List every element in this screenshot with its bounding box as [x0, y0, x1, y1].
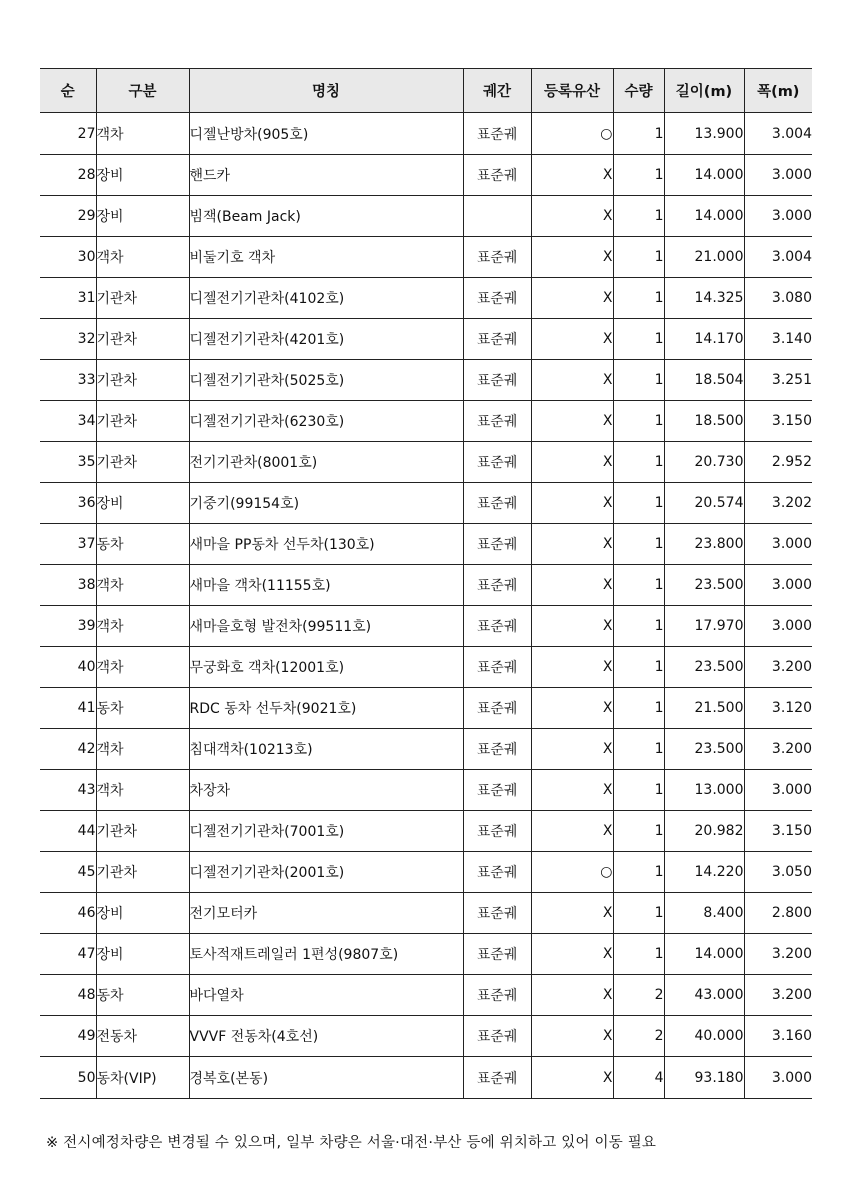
- cell-registered-heritage: X: [531, 934, 613, 975]
- cell-name: 토사적재트레일러 1편성(9807호): [189, 934, 463, 975]
- cell-gauge: 표준궤: [463, 401, 531, 442]
- cell-registered-heritage: X: [531, 237, 613, 278]
- cell-quantity: 1: [613, 524, 664, 565]
- cell-registered-heritage: X: [531, 647, 613, 688]
- cell-width: 3.000: [744, 524, 812, 565]
- cell-name: 핸드카: [189, 155, 463, 196]
- cell-gauge: 표준궤: [463, 155, 531, 196]
- cell-name: 디젤전기기관차(5025호): [189, 360, 463, 401]
- cell-name: 침대객차(10213호): [189, 729, 463, 770]
- header-width: 폭(m): [744, 69, 812, 113]
- cell-quantity: 1: [613, 606, 664, 647]
- cell-no: 31: [40, 278, 96, 319]
- cell-quantity: 1: [613, 442, 664, 483]
- cell-length: 23.500: [664, 565, 744, 606]
- cell-registered-heritage: X: [531, 565, 613, 606]
- cell-gauge: 표준궤: [463, 442, 531, 483]
- cell-width: 3.202: [744, 483, 812, 524]
- cell-quantity: 1: [613, 319, 664, 360]
- cell-no: 44: [40, 811, 96, 852]
- header-category: 구분: [96, 69, 189, 113]
- cell-length: 43.000: [664, 975, 744, 1016]
- cell-category: 기관차: [96, 442, 189, 483]
- cell-quantity: 1: [613, 483, 664, 524]
- cell-width: 3.000: [744, 606, 812, 647]
- cell-registered-heritage: ○: [531, 852, 613, 893]
- cell-category: 기관차: [96, 401, 189, 442]
- cell-no: 45: [40, 852, 96, 893]
- table-row: [40, 483, 812, 524]
- header-registered-heritage: 등록유산: [531, 69, 613, 113]
- cell-no: 30: [40, 237, 96, 278]
- table-row: [40, 401, 812, 442]
- cell-width: 3.150: [744, 811, 812, 852]
- cell-no: 28: [40, 155, 96, 196]
- cell-gauge: 표준궤: [463, 811, 531, 852]
- cell-gauge: 표준궤: [463, 1016, 531, 1057]
- cell-width: 3.140: [744, 319, 812, 360]
- cell-quantity: 2: [613, 975, 664, 1016]
- cell-no: 38: [40, 565, 96, 606]
- cell-quantity: 1: [613, 401, 664, 442]
- cell-quantity: 4: [613, 1057, 664, 1099]
- cell-length: 13.900: [664, 113, 744, 155]
- table-row: [40, 1057, 812, 1099]
- cell-registered-heritage: X: [531, 155, 613, 196]
- cell-category: 기관차: [96, 811, 189, 852]
- cell-registered-heritage: X: [531, 729, 613, 770]
- vehicle-table: [40, 68, 812, 1099]
- cell-registered-heritage: X: [531, 401, 613, 442]
- cell-no: 48: [40, 975, 96, 1016]
- cell-no: 37: [40, 524, 96, 565]
- cell-name: 디젤전기기관차(6230호): [189, 401, 463, 442]
- cell-width: 2.800: [744, 893, 812, 934]
- cell-no: 46: [40, 893, 96, 934]
- cell-width: 3.000: [744, 565, 812, 606]
- cell-name: 기중기(99154호): [189, 483, 463, 524]
- cell-name: 새마을호형 발전차(99511호): [189, 606, 463, 647]
- table-row: [40, 319, 812, 360]
- header-no: 순: [40, 69, 96, 113]
- cell-registered-heritage: X: [531, 360, 613, 401]
- table-row: [40, 196, 812, 237]
- cell-length: 18.500: [664, 401, 744, 442]
- cell-no: 43: [40, 770, 96, 811]
- cell-name: 차장차: [189, 770, 463, 811]
- header-row: [40, 69, 812, 113]
- cell-name: 디젤전기기관차(2001호): [189, 852, 463, 893]
- cell-quantity: 1: [613, 770, 664, 811]
- cell-quantity: 1: [613, 565, 664, 606]
- header-name: 명칭: [189, 69, 463, 113]
- cell-width: 3.200: [744, 647, 812, 688]
- cell-width: 2.952: [744, 442, 812, 483]
- cell-gauge: 표준궤: [463, 647, 531, 688]
- cell-quantity: 2: [613, 1016, 664, 1057]
- cell-registered-heritage: X: [531, 278, 613, 319]
- cell-length: 14.325: [664, 278, 744, 319]
- cell-width: 3.080: [744, 278, 812, 319]
- header-length: 길이(m): [664, 69, 744, 113]
- table-row: [40, 688, 812, 729]
- cell-width: 3.000: [744, 770, 812, 811]
- cell-registered-heritage: ○: [531, 113, 613, 155]
- cell-width: 3.004: [744, 113, 812, 155]
- cell-no: 42: [40, 729, 96, 770]
- cell-width: 3.120: [744, 688, 812, 729]
- cell-length: 18.504: [664, 360, 744, 401]
- cell-no: 32: [40, 319, 96, 360]
- table-row: [40, 893, 812, 934]
- cell-category: 기관차: [96, 360, 189, 401]
- cell-gauge: 표준궤: [463, 688, 531, 729]
- cell-gauge: 표준궤: [463, 770, 531, 811]
- cell-width: 3.200: [744, 729, 812, 770]
- table-row: [40, 1016, 812, 1057]
- cell-category: 동차(VIP): [96, 1057, 189, 1099]
- cell-registered-heritage: X: [531, 1057, 613, 1099]
- cell-name: 비둘기호 객차: [189, 237, 463, 278]
- cell-quantity: 1: [613, 934, 664, 975]
- cell-category: 객차: [96, 729, 189, 770]
- table-row: [40, 360, 812, 401]
- cell-category: 장비: [96, 934, 189, 975]
- cell-no: 49: [40, 1016, 96, 1057]
- cell-length: 40.000: [664, 1016, 744, 1057]
- cell-width: 3.000: [744, 196, 812, 237]
- cell-name: VVVF 전동차(4호선): [189, 1016, 463, 1057]
- cell-width: 3.000: [744, 155, 812, 196]
- table-row: [40, 975, 812, 1016]
- cell-length: 14.000: [664, 155, 744, 196]
- cell-no: 39: [40, 606, 96, 647]
- cell-registered-heritage: X: [531, 319, 613, 360]
- table-row: [40, 729, 812, 770]
- cell-length: 21.000: [664, 237, 744, 278]
- table-row: [40, 770, 812, 811]
- cell-registered-heritage: X: [531, 688, 613, 729]
- cell-gauge: 표준궤: [463, 360, 531, 401]
- cell-category: 전동차: [96, 1016, 189, 1057]
- cell-quantity: 1: [613, 196, 664, 237]
- cell-category: 장비: [96, 155, 189, 196]
- cell-width: 3.251: [744, 360, 812, 401]
- table-row: [40, 113, 812, 155]
- cell-name: 바다열차: [189, 975, 463, 1016]
- cell-no: 40: [40, 647, 96, 688]
- cell-width: 3.050: [744, 852, 812, 893]
- cell-category: 기관차: [96, 278, 189, 319]
- cell-registered-heritage: X: [531, 811, 613, 852]
- cell-name: 전기모터카: [189, 893, 463, 934]
- cell-registered-heritage: X: [531, 483, 613, 524]
- cell-length: 13.000: [664, 770, 744, 811]
- cell-quantity: 1: [613, 113, 664, 155]
- cell-registered-heritage: X: [531, 975, 613, 1016]
- cell-quantity: 1: [613, 729, 664, 770]
- cell-category: 기관차: [96, 319, 189, 360]
- cell-category: 장비: [96, 893, 189, 934]
- table-body: [40, 113, 812, 1099]
- table-row: [40, 934, 812, 975]
- cell-name: 빔잭(Beam Jack): [189, 196, 463, 237]
- cell-gauge: 표준궤: [463, 852, 531, 893]
- cell-registered-heritage: X: [531, 893, 613, 934]
- cell-length: 8.400: [664, 893, 744, 934]
- cell-width: 3.004: [744, 237, 812, 278]
- cell-length: 14.000: [664, 196, 744, 237]
- table-row: [40, 155, 812, 196]
- table-row: [40, 524, 812, 565]
- cell-length: 21.500: [664, 688, 744, 729]
- cell-quantity: 1: [613, 811, 664, 852]
- cell-name: 디젤전기기관차(4201호): [189, 319, 463, 360]
- cell-registered-heritage: X: [531, 606, 613, 647]
- cell-registered-heritage: X: [531, 442, 613, 483]
- cell-width: 3.000: [744, 1057, 812, 1099]
- cell-width: 3.200: [744, 934, 812, 975]
- cell-quantity: 1: [613, 360, 664, 401]
- cell-no: 33: [40, 360, 96, 401]
- cell-length: 23.500: [664, 647, 744, 688]
- cell-name: 무궁화호 객차(12001호): [189, 647, 463, 688]
- cell-length: 17.970: [664, 606, 744, 647]
- cell-name: 전기기관차(8001호): [189, 442, 463, 483]
- cell-length: 14.170: [664, 319, 744, 360]
- cell-registered-heritage: X: [531, 524, 613, 565]
- cell-length: 23.800: [664, 524, 744, 565]
- cell-gauge: 표준궤: [463, 606, 531, 647]
- cell-name: 경복호(본동): [189, 1057, 463, 1099]
- cell-no: 50: [40, 1057, 96, 1099]
- cell-no: 29: [40, 196, 96, 237]
- cell-gauge: 표준궤: [463, 113, 531, 155]
- cell-gauge: [463, 196, 531, 237]
- cell-category: 동차: [96, 975, 189, 1016]
- cell-no: 41: [40, 688, 96, 729]
- cell-category: 동차: [96, 524, 189, 565]
- cell-quantity: 1: [613, 647, 664, 688]
- cell-quantity: 1: [613, 155, 664, 196]
- cell-length: 23.500: [664, 729, 744, 770]
- table-row: [40, 237, 812, 278]
- table-row: [40, 278, 812, 319]
- cell-length: 14.220: [664, 852, 744, 893]
- cell-registered-heritage: X: [531, 196, 613, 237]
- cell-quantity: 1: [613, 852, 664, 893]
- cell-length: 20.730: [664, 442, 744, 483]
- cell-name: 디젤난방차(905호): [189, 113, 463, 155]
- cell-gauge: 표준궤: [463, 729, 531, 770]
- header-gauge: 궤간: [463, 69, 531, 113]
- cell-category: 객차: [96, 113, 189, 155]
- cell-gauge: 표준궤: [463, 565, 531, 606]
- cell-length: 20.574: [664, 483, 744, 524]
- cell-width: 3.200: [744, 975, 812, 1016]
- cell-quantity: 1: [613, 278, 664, 319]
- cell-no: 47: [40, 934, 96, 975]
- table-row: [40, 647, 812, 688]
- cell-name: 디젤전기기관차(4102호): [189, 278, 463, 319]
- cell-category: 객차: [96, 647, 189, 688]
- header-quantity: 수량: [613, 69, 664, 113]
- cell-category: 객차: [96, 606, 189, 647]
- cell-gauge: 표준궤: [463, 1057, 531, 1099]
- cell-gauge: 표준궤: [463, 975, 531, 1016]
- cell-no: 35: [40, 442, 96, 483]
- table-row: [40, 811, 812, 852]
- cell-quantity: 1: [613, 237, 664, 278]
- cell-gauge: 표준궤: [463, 237, 531, 278]
- cell-registered-heritage: X: [531, 1016, 613, 1057]
- cell-gauge: 표준궤: [463, 893, 531, 934]
- table-row: [40, 606, 812, 647]
- cell-gauge: 표준궤: [463, 483, 531, 524]
- cell-category: 장비: [96, 196, 189, 237]
- cell-length: 14.000: [664, 934, 744, 975]
- cell-gauge: 표준궤: [463, 934, 531, 975]
- cell-width: 3.160: [744, 1016, 812, 1057]
- cell-category: 객차: [96, 770, 189, 811]
- cell-no: 36: [40, 483, 96, 524]
- cell-quantity: 1: [613, 893, 664, 934]
- cell-length: 20.982: [664, 811, 744, 852]
- footnote: ※ 전시예정차량은 변경될 수 있으며, 일부 차량은 서울·대전·부산 등에 위치하고 있어 이동 필요: [46, 1135, 657, 1151]
- cell-category: 동차: [96, 688, 189, 729]
- table-row: [40, 852, 812, 893]
- cell-no: 27: [40, 113, 96, 155]
- cell-category: 기관차: [96, 852, 189, 893]
- table-row: [40, 565, 812, 606]
- cell-quantity: 1: [613, 688, 664, 729]
- cell-gauge: 표준궤: [463, 278, 531, 319]
- cell-gauge: 표준궤: [463, 524, 531, 565]
- cell-category: 장비: [96, 483, 189, 524]
- cell-gauge: 표준궤: [463, 319, 531, 360]
- table-row: [40, 442, 812, 483]
- cell-length: 93.180: [664, 1057, 744, 1099]
- cell-name: 새마을 PP동차 선두차(130호): [189, 524, 463, 565]
- cell-category: 객차: [96, 237, 189, 278]
- cell-name: 디젤전기기관차(7001호): [189, 811, 463, 852]
- cell-name: RDC 동차 선두차(9021호): [189, 688, 463, 729]
- cell-name: 새마을 객차(11155호): [189, 565, 463, 606]
- cell-no: 34: [40, 401, 96, 442]
- cell-registered-heritage: X: [531, 770, 613, 811]
- cell-category: 객차: [96, 565, 189, 606]
- cell-width: 3.150: [744, 401, 812, 442]
